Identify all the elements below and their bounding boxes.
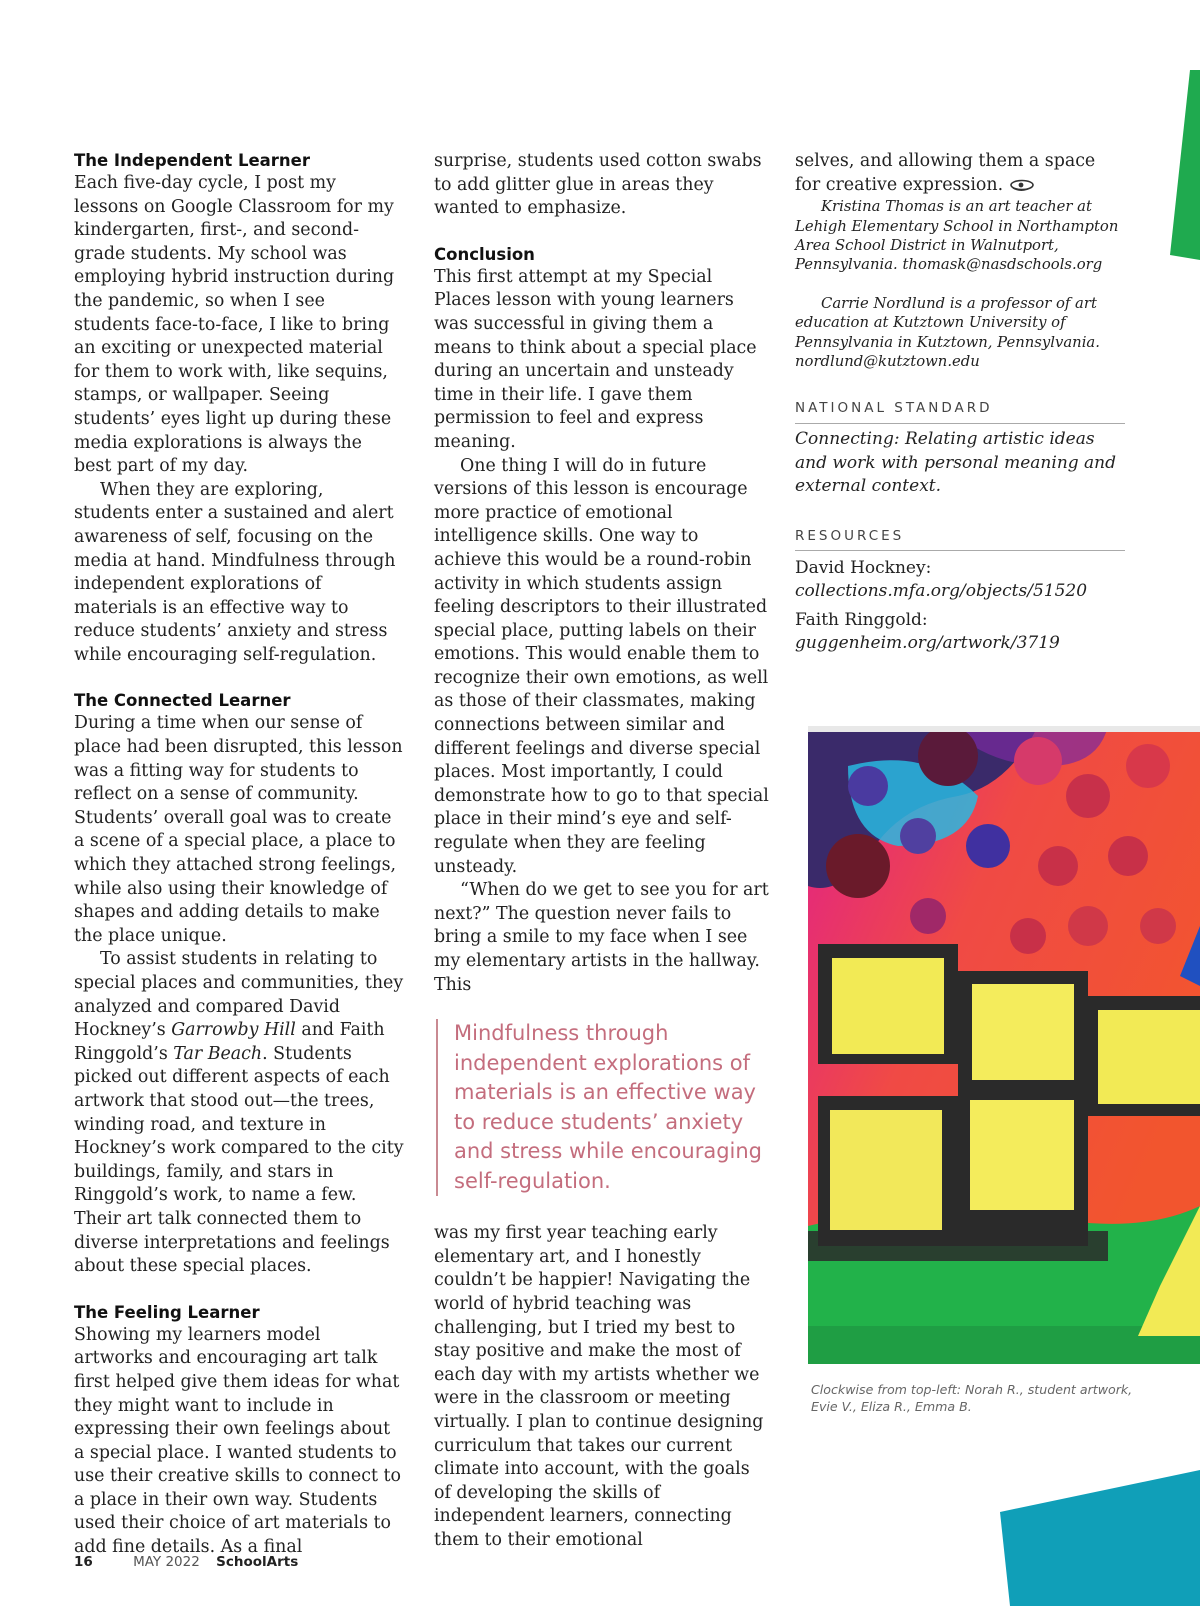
column-2 [434,150,769,1553]
paragraph: When they are exploring, students enter a sustained and alert awareness of self, focusing on the media at hand. Mindfulness through independent explorations of materials is an effective way to reduce students’ anxiety and stress while encouraging self-regulation. [74,479,396,665]
heading-independent-learner: The Independent Learner [74,151,311,170]
eye-icon [1009,178,1035,192]
paragraph: surprise, students used cotton swabs to add glitter glue in areas they wanted to emphasize. [434,151,762,219]
decorative-teal-shape [1000,1470,1200,1606]
paragraph: One thing I will do in future versions of this lesson is encourage more practice of emotional intelligence skills. One way to achieve this would be a round-robin activity in which students assign feeling descriptors to their illustrated special place, putting labels on their emotions. This would enable them to recognize their own emotions, as well as those of their classmates, making connections between similar and different feelings and diverse special places. Most importantly, I could demonstrate how to go to that special place in their mind’s eye and self-regulate when they are feeling unsteady. [434,455,769,877]
paragraph: Showing my learners model artworks and encouraging art talk first helped give them ideas for what they might want to include in expressing their own feelings about a special place. I wanted students to use their creative skills to connect to a place in their own way. Students used their choice of art materials to add fine details. As a final [74,1324,401,1558]
paragraph: was my first year teaching early elementary art, and I honestly couldn’t be happier! Navigating the world of hybrid teaching was challenging, but I tried my best to stay positive and make the most of each day with my artists whether we were in the classroom or meeting virtually. I plan to continue designing curriculum that takes our current climate into account, with the goals of developing the skills of independent learners, connecting them to their emotional [434,1223,764,1550]
resources-label: RESOURCES [795,525,1125,552]
paragraph: “When do we get to see you for art next?” The question never fails to bring a smile to my face when I see my elementary artists in the hallway. This [434,880,769,995]
heading-connected-learner: The Connected Learner [74,691,291,711]
author-bio: Carrie Nordlund is a professor of art education at Kutztown University of Pennsylvania in Kutztown, Pennsylvania. nordlund@kutztown.edu [795,294,1100,371]
issue-date: MAY 2022 [133,1554,200,1570]
pull-quote: Mindfulness through independent explorations of materials is an effective way to reduce students’ anxiety and stress while encouraging self-regulation. [436,1019,769,1196]
author-bio: Kristina Thomas is an art teacher at Lehigh Elementary School in Northampton Area School District in Walnutport, Pennsylvania. thomask@nasdschools.org [795,198,1119,274]
decorative-green-shape [1160,70,1200,260]
paragraph: Each five-day cycle, I post my lessons on Google Classroom for my kindergarten, first-, and second-grade students. My school was employing hybrid instruction during the pandemic, so when I see students face-to-face, I like to bring an exciting or unexpected material for them to work with, like sequins, stamps, or wallpaper. Seeing students’ eyes light up during these media explorations is always the best part of my day. [74,173,395,477]
resource-link[interactable]: collections.mfa.org/objects/51520 [795,581,1088,602]
magazine-name: SchoolArts [216,1554,299,1570]
paragraph: selves, and allowing them a space for creative expression. [795,151,1096,195]
column-1 [74,150,404,1560]
resource-name: David Hockney: [795,558,932,579]
paragraph: During a time when our sense of place had been disrupted, this lesson was a fitting way for students to reflect on a sense of community. Students’ overall goal was to create a scene of a special place, a place to which they attached strong feelings, while also using their knowledge of shapes and adding details to make the place unique. [74,713,403,946]
artwork-title: Tar Beach [173,1043,263,1064]
image-caption: Clockwise from top-left: Norah R., student artwork, Evie V., Eliza R., Emma B. [811,1382,1133,1414]
heading-conclusion: Conclusion [434,244,535,264]
national-standard-label: NATIONAL STANDARD [795,397,1125,424]
heading-feeling-learner: The Feeling Learner [74,1302,260,1322]
column-3 [795,150,1125,655]
national-standard-text: Connecting: Relating artistic ideas and work with personal meaning and external context. [795,429,1117,497]
page-number: 16 [74,1554,93,1570]
paragraph: To assist students in relating to special places and communities, they analyzed and compared David Hockney’s Garrowby Hill and Faith Ringgold’s Tar Beach. Students picked out different aspects of each artwork that stood out—the trees, winding road, and texture in Hockney’s work compared to the city buildings, family, and stars in Ringgold’s work, to name a few. Their art talk connected them to diverse interpretations and feelings about these special places. [74,949,404,1277]
student-artwork-image [808,726,1200,1364]
artwork-title: Garrowby Hill [171,1020,296,1041]
paragraph: This first attempt at my Special Places lesson with young learners was successful in giving them a means to think about a special place during an uncertain and unsteady time in their life. I gave them permission to feel and express meaning. [434,266,757,452]
resource-link[interactable]: guggenheim.org/artwork/3719 [795,633,1060,654]
page-footer [74,1554,298,1570]
resource-name: Faith Ringgold: [795,610,928,631]
